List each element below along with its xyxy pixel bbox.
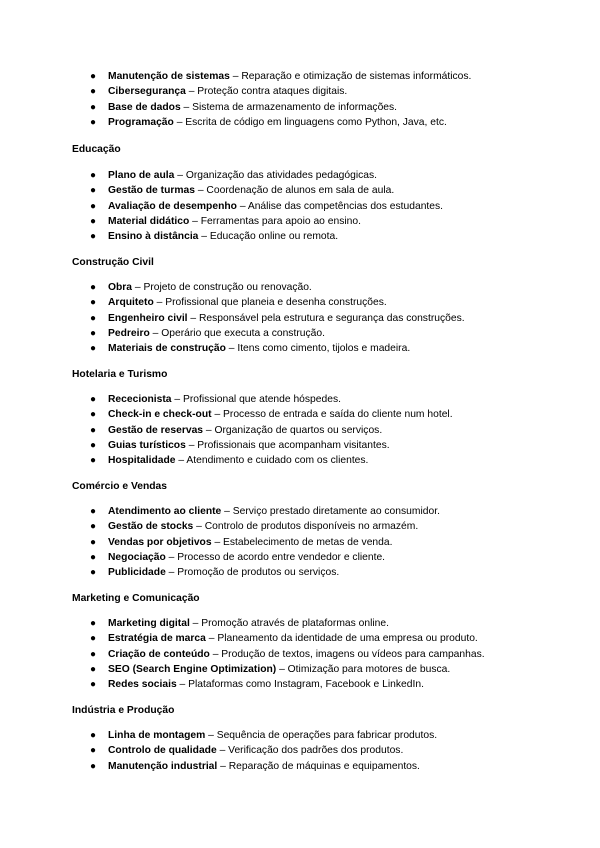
bullet-icon: ● <box>90 327 97 339</box>
term: Redes sociais <box>108 679 177 691</box>
list-item <box>0 519 600 534</box>
bullet-icon: ● <box>90 679 97 691</box>
list-item <box>0 199 600 214</box>
description: – Profissional que planeia e desenha construções. <box>153 297 387 309</box>
term: Rececionista <box>108 394 172 405</box>
bullet-icon: ● <box>90 439 97 451</box>
description: – Processo de acordo entre vendedor e cliente. <box>165 551 386 563</box>
list-item <box>0 229 600 244</box>
term: Gestão de turmas <box>108 185 195 197</box>
description: – Controlo de produtos disponíveis no armazém. <box>193 521 419 533</box>
list-item <box>0 743 600 758</box>
description: – Reparação de máquinas e equipamentos. <box>217 760 420 772</box>
list-item <box>0 438 600 453</box>
term: Obra <box>108 282 133 293</box>
term: Check-in e check-out <box>108 409 212 421</box>
list-item <box>0 550 600 565</box>
description: – Organização das atividades pedagógicas. <box>174 170 378 181</box>
section-list-tecnologia <box>0 69 600 130</box>
list-item <box>0 341 600 356</box>
bullet-icon: ● <box>90 170 97 181</box>
list-item <box>0 759 600 774</box>
description: – Proteção contra ataques digitais. <box>185 86 348 98</box>
list-item <box>0 616 600 631</box>
list-item <box>0 565 600 580</box>
section-heading-hotelaria-turismo: Hotelaria e Turismo <box>72 369 168 380</box>
section-list-construcao-civil <box>0 280 600 356</box>
list-item <box>0 631 600 646</box>
bullet-icon: ● <box>90 116 97 128</box>
bullet-icon: ● <box>90 71 97 82</box>
term: SEO (Search Engine Optimization) <box>108 663 277 675</box>
bullet-icon: ● <box>90 730 97 741</box>
list-item <box>0 100 600 115</box>
section-heading-comercio-vendas: Comércio e Vendas <box>72 481 167 492</box>
list-item <box>0 280 600 295</box>
description: – Ferramentas para apoio ao ensino. <box>189 215 361 227</box>
list-item <box>0 214 600 229</box>
term: Base de dados <box>108 101 181 113</box>
description: – Serviço prestado diretamente ao consumidor. <box>221 506 440 517</box>
term: Guias turísticos <box>108 439 186 451</box>
term: Gestão de stocks <box>108 521 194 533</box>
bullet-icon: ● <box>90 200 97 212</box>
bullet-icon: ● <box>90 536 97 548</box>
description: – Profissionais que acompanham visitantes. <box>185 439 390 451</box>
section-heading-educacao: Educação <box>72 144 121 155</box>
description: – Itens como cimento, tijolos e madeira. <box>225 343 411 355</box>
term: Plano de aula <box>108 170 175 181</box>
list-item <box>0 728 600 743</box>
bullet-icon: ● <box>90 760 97 772</box>
description: – Projeto de construção ou renovação. <box>132 282 312 293</box>
term: Atendimento ao cliente <box>108 506 222 517</box>
term: Cibersegurança <box>108 86 186 98</box>
list-item <box>0 662 600 677</box>
bullet-icon: ● <box>90 185 97 197</box>
bullet-icon: ● <box>90 618 97 629</box>
section-list-marketing-comunicacao <box>0 616 600 692</box>
list-item <box>0 295 600 310</box>
description: – Processo de entrada e saída do cliente num hotel. <box>211 409 453 421</box>
description: – Plataformas como Instagram, Facebook e LinkedIn. <box>176 679 424 691</box>
term: Estratégia de marca <box>108 633 206 645</box>
term: Linha de montagem <box>108 730 206 741</box>
term: Hospitalidade <box>108 455 176 467</box>
description: – Promoção através de plataformas online. <box>189 618 389 629</box>
term: Manutenção de sistemas <box>108 71 230 82</box>
term: Gestão de reservas <box>108 424 204 436</box>
bullet-icon: ● <box>90 343 97 355</box>
list-item <box>0 453 600 468</box>
term: Avaliação de desempenho <box>108 200 237 212</box>
term: Arquiteto <box>108 297 154 309</box>
term: Material didático <box>108 215 190 227</box>
section-list-educacao <box>0 168 600 244</box>
bullet-icon: ● <box>90 297 97 309</box>
list-item <box>0 326 600 341</box>
list-item <box>0 504 600 519</box>
list-item <box>0 168 600 183</box>
list-item <box>0 423 600 438</box>
description: – Planeamento da identidade de uma empresa ou produto. <box>205 633 478 645</box>
section-heading-industria-producao: Indústria e Produção <box>72 705 175 716</box>
description: – Organização de quartos ou serviços. <box>203 424 383 436</box>
term: Pedreiro <box>108 327 150 339</box>
bullet-icon: ● <box>90 424 97 436</box>
list-item <box>0 647 600 662</box>
bullet-icon: ● <box>90 215 97 227</box>
section-list-industria-producao <box>0 728 600 774</box>
bullet-icon: ● <box>90 521 97 533</box>
term: Publicidade <box>108 567 166 579</box>
list-item <box>0 535 600 550</box>
description: – Verificação dos padrões dos produtos. <box>216 745 404 757</box>
section-list-comercio-vendas <box>0 504 600 580</box>
description: – Educação online ou remota. <box>198 231 339 243</box>
description: – Estabelecimento de metas de venda. <box>211 536 393 548</box>
description: – Profissional que atende hóspedes. <box>171 394 341 405</box>
bullet-icon: ● <box>90 663 97 675</box>
list-item <box>0 69 600 84</box>
term: Marketing digital <box>108 618 190 629</box>
bullet-icon: ● <box>90 506 97 517</box>
list-item <box>0 677 600 692</box>
list-item <box>0 392 600 407</box>
description: – Operário que executa a construção. <box>149 327 325 339</box>
bullet-icon: ● <box>90 231 97 243</box>
description: – Otimização para motores de busca. <box>276 663 451 675</box>
description: – Atendimento e cuidado com os clientes. <box>175 455 369 467</box>
description: – Promoção de produtos ou serviços. <box>165 567 340 579</box>
bullet-icon: ● <box>90 86 97 98</box>
term: Controlo de qualidade <box>108 745 217 757</box>
description: – Escrita de código em linguagens como Python, Java, etc. <box>173 116 447 128</box>
bullet-icon: ● <box>90 101 97 113</box>
term: Vendas por objetivos <box>108 536 212 548</box>
bullet-icon: ● <box>90 282 97 293</box>
list-item <box>0 183 600 198</box>
bullet-icon: ● <box>90 567 97 579</box>
list-item <box>0 84 600 99</box>
bullet-icon: ● <box>90 633 97 645</box>
term: Engenheiro civil <box>108 312 188 324</box>
term: Programação <box>108 116 174 128</box>
bullet-icon: ● <box>90 648 97 660</box>
term: Materiais de construção <box>108 343 226 355</box>
description: – Produção de textos, imagens ou vídeos para campanhas. <box>209 648 485 660</box>
term: Criação de conteúdo <box>108 648 210 660</box>
description: – Sequência de operações para fabricar produtos. <box>205 730 438 741</box>
term: Negociação <box>108 551 166 563</box>
description: – Coordenação de alunos em sala de aula. <box>194 185 395 197</box>
bullet-icon: ● <box>90 394 97 405</box>
bullet-icon: ● <box>90 455 97 467</box>
term: Manutenção industrial <box>108 760 218 772</box>
bullet-icon: ● <box>90 409 97 421</box>
description: – Análise das competências dos estudantes. <box>236 200 444 212</box>
list-item <box>0 115 600 130</box>
bullet-icon: ● <box>90 551 97 563</box>
description: – Responsável pela estrutura e segurança das construções. <box>187 312 465 324</box>
list-item <box>0 311 600 326</box>
bullet-icon: ● <box>90 745 97 757</box>
description: – Reparação e otimização de sistemas informáticos. <box>229 71 472 82</box>
section-heading-construcao-civil: Construção Civil <box>72 257 154 268</box>
bullet-icon: ● <box>90 312 97 324</box>
section-list-hotelaria-turismo <box>0 392 600 468</box>
list-item <box>0 407 600 422</box>
term: Ensino à distância <box>108 231 199 243</box>
description: – Sistema de armazenamento de informações. <box>180 101 398 113</box>
section-heading-marketing-comunicacao: Marketing e Comunicação <box>72 593 200 604</box>
